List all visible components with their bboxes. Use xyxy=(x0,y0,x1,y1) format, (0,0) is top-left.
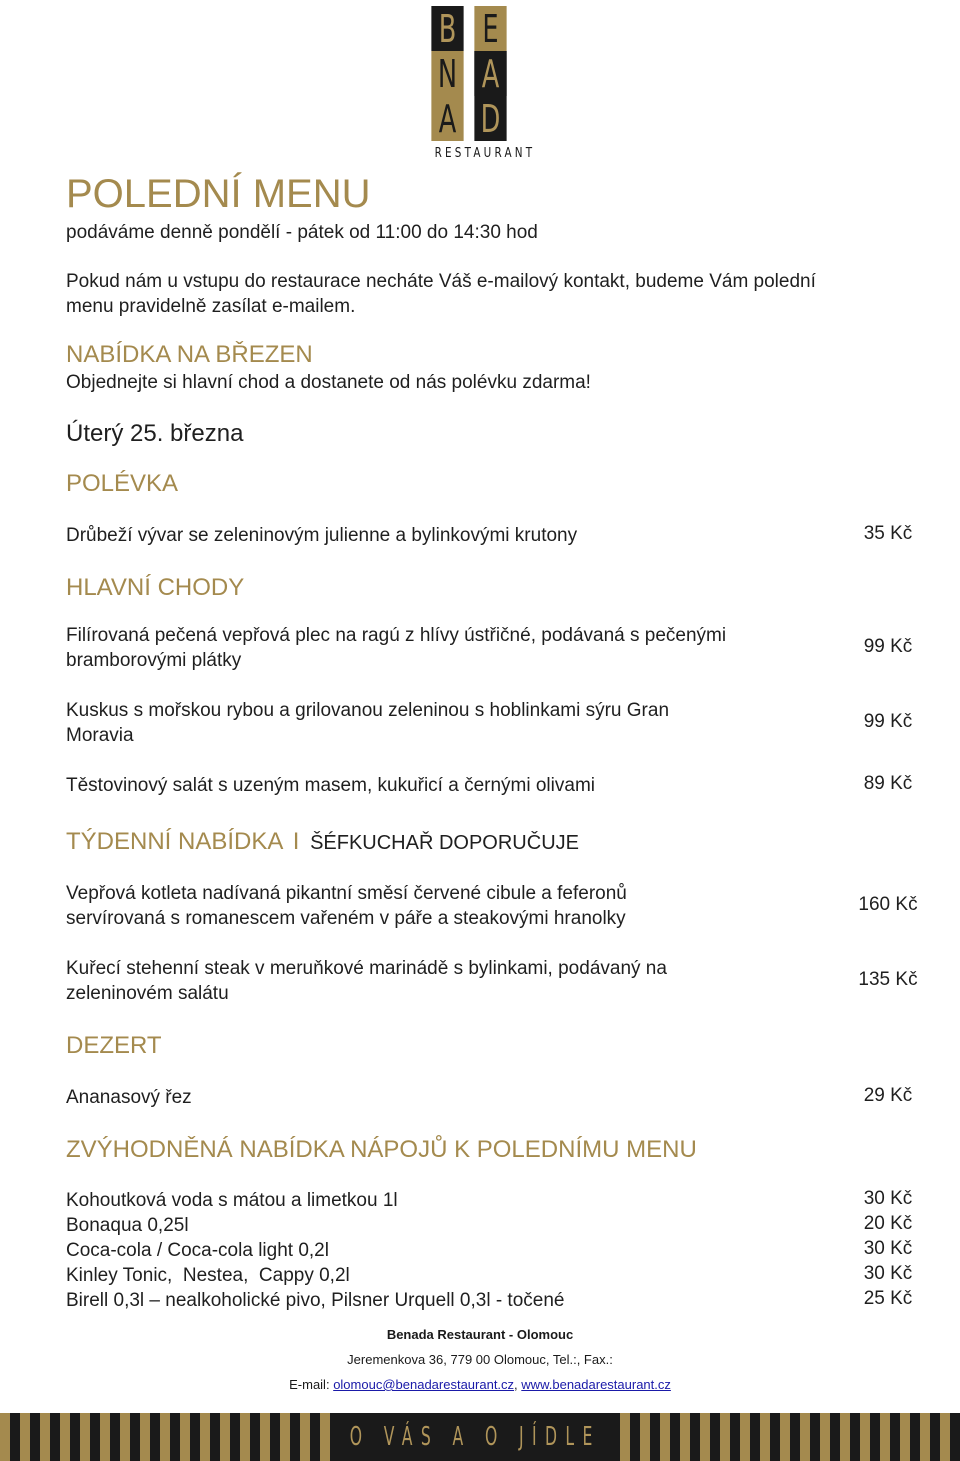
footer-restaurant-name: Benada Restaurant - Olomouc xyxy=(386,1327,574,1342)
main-item-line: Filírovaná pečená vepřová plec na ragú z hlívy ústřičné, podávaná s pečenými xyxy=(66,625,727,646)
weekly-item-line: Kuřecí stehenní steak v meruňkové marinádě s bylinkami, podávaný na xyxy=(66,958,667,979)
dessert-item: Ananasový řez xyxy=(66,1087,192,1108)
logo-letter: A xyxy=(474,51,506,96)
weekly-subtitle: ŠÉFKUCHAŘ DOPORUČUJE xyxy=(310,832,579,854)
main-item xyxy=(66,698,836,748)
dessert-price: 29 Kč xyxy=(863,1085,913,1106)
drink-price: 30 Kč xyxy=(863,1188,913,1209)
drink-item: Bonaqua 0,25l xyxy=(66,1215,189,1236)
weekly-heading xyxy=(66,828,579,857)
weekly-price: 160 Kč xyxy=(858,894,918,915)
website-link[interactable]: www.benadarestaurant.cz xyxy=(521,1377,671,1392)
logo-letter: B xyxy=(431,6,463,51)
logo-letter: N xyxy=(431,51,463,96)
main-item xyxy=(66,623,836,673)
drink-item: Birell 0,3l – nealkoholické pivo, Pilsner Urquell 0,3l - točené xyxy=(66,1290,565,1311)
page-title: POLEDNÍ MENU xyxy=(66,172,371,216)
notice-line-2: menu pravidelně zasílat e-mailem. xyxy=(66,296,356,317)
footer-contact xyxy=(0,1377,960,1392)
offer-heading: NABÍDKA NA BŘEZEN xyxy=(66,341,313,368)
weekly-item xyxy=(66,881,836,931)
weekly-price: 135 Kč xyxy=(858,969,918,990)
logo-letter: E xyxy=(474,6,506,51)
drink-price: 20 Kč xyxy=(863,1213,913,1234)
weekly-item-line: zeleninovém salátu xyxy=(66,983,229,1004)
main-item-line: bramborovými plátky xyxy=(66,650,242,671)
main-item-line: Moravia xyxy=(66,725,134,746)
soup-heading: POLÉVKA xyxy=(66,470,179,497)
offer-text: Objednejte si hlavní chod a dostanete od nás polévku zdarma! xyxy=(66,372,591,393)
main-item: Těstovinový salát s uzeným masem, kukuřicí a černými olivami xyxy=(66,775,595,796)
menu-date: Úterý 25. března xyxy=(66,420,244,447)
logo-letter: D xyxy=(474,96,506,141)
main-price: 89 Kč xyxy=(863,773,913,794)
weekly-item-line: Vepřová kotleta nadívaná pikantní směsí červené cibule a feferonů xyxy=(66,883,627,904)
banner-center xyxy=(330,1413,620,1461)
footer-separator: , xyxy=(514,1377,518,1392)
weekly-separator: I xyxy=(292,828,300,855)
logo-letter: A xyxy=(431,96,463,141)
email-link[interactable]: olomouc@benadarestaurant.cz xyxy=(333,1377,515,1392)
main-price: 99 Kč xyxy=(863,636,913,657)
drink-price: 30 Kč xyxy=(863,1263,913,1284)
drink-item: Kinley Tonic, Nestea, Cappy 0,2l xyxy=(66,1265,350,1286)
drinks-heading: ZVÝHODNĚNÁ NABÍDKA NÁPOJŮ K POLEDNÍMU MENU xyxy=(66,1136,697,1163)
logo-subtitle: RESTAURANT xyxy=(434,146,536,161)
banner-slogan: O VÁS A O JÍDLE xyxy=(349,1422,601,1452)
main-price: 99 Kč xyxy=(863,711,913,732)
drink-price: 30 Kč xyxy=(863,1238,913,1259)
drink-price: 25 Kč xyxy=(863,1288,913,1309)
footer-address: Jeremenkova 36, 779 00 Olomouc, Tel.:, Fax.: xyxy=(347,1352,613,1367)
mains-heading: HLAVNÍ CHODY xyxy=(66,574,245,601)
footer-email-label: E-mail: xyxy=(289,1377,330,1392)
notice-line-1: Pokud nám u vstupu do restaurace necháte Váš e-mailový kontakt, budeme Vám polední xyxy=(66,271,816,292)
bottom-banner xyxy=(0,1413,960,1461)
soup-item: Drůbeží vývar se zeleninovým julienne a bylinkovými krutony xyxy=(66,525,578,546)
drink-item: Kohoutková voda s mátou a limetkou 1l xyxy=(66,1190,398,1211)
drink-item: Coca-cola / Coca-cola light 0,2l xyxy=(66,1240,329,1261)
soup-price: 35 Kč xyxy=(863,523,913,544)
dessert-heading: DEZERT xyxy=(66,1032,162,1059)
opening-hours: podáváme denně pondělí - pátek od 11:00 do 14:30 hod xyxy=(66,222,538,243)
main-item-line: Kuskus s mořskou rybou a grilovanou zeleninou s hoblinkami sýru Gran xyxy=(66,700,670,721)
weekly-item xyxy=(66,956,836,1006)
weekly-title: TÝDENNÍ NABÍDKA xyxy=(66,828,283,855)
weekly-item-line: servírovaná s romanescem vařeném v páře a steakovými hranolky xyxy=(66,908,626,929)
